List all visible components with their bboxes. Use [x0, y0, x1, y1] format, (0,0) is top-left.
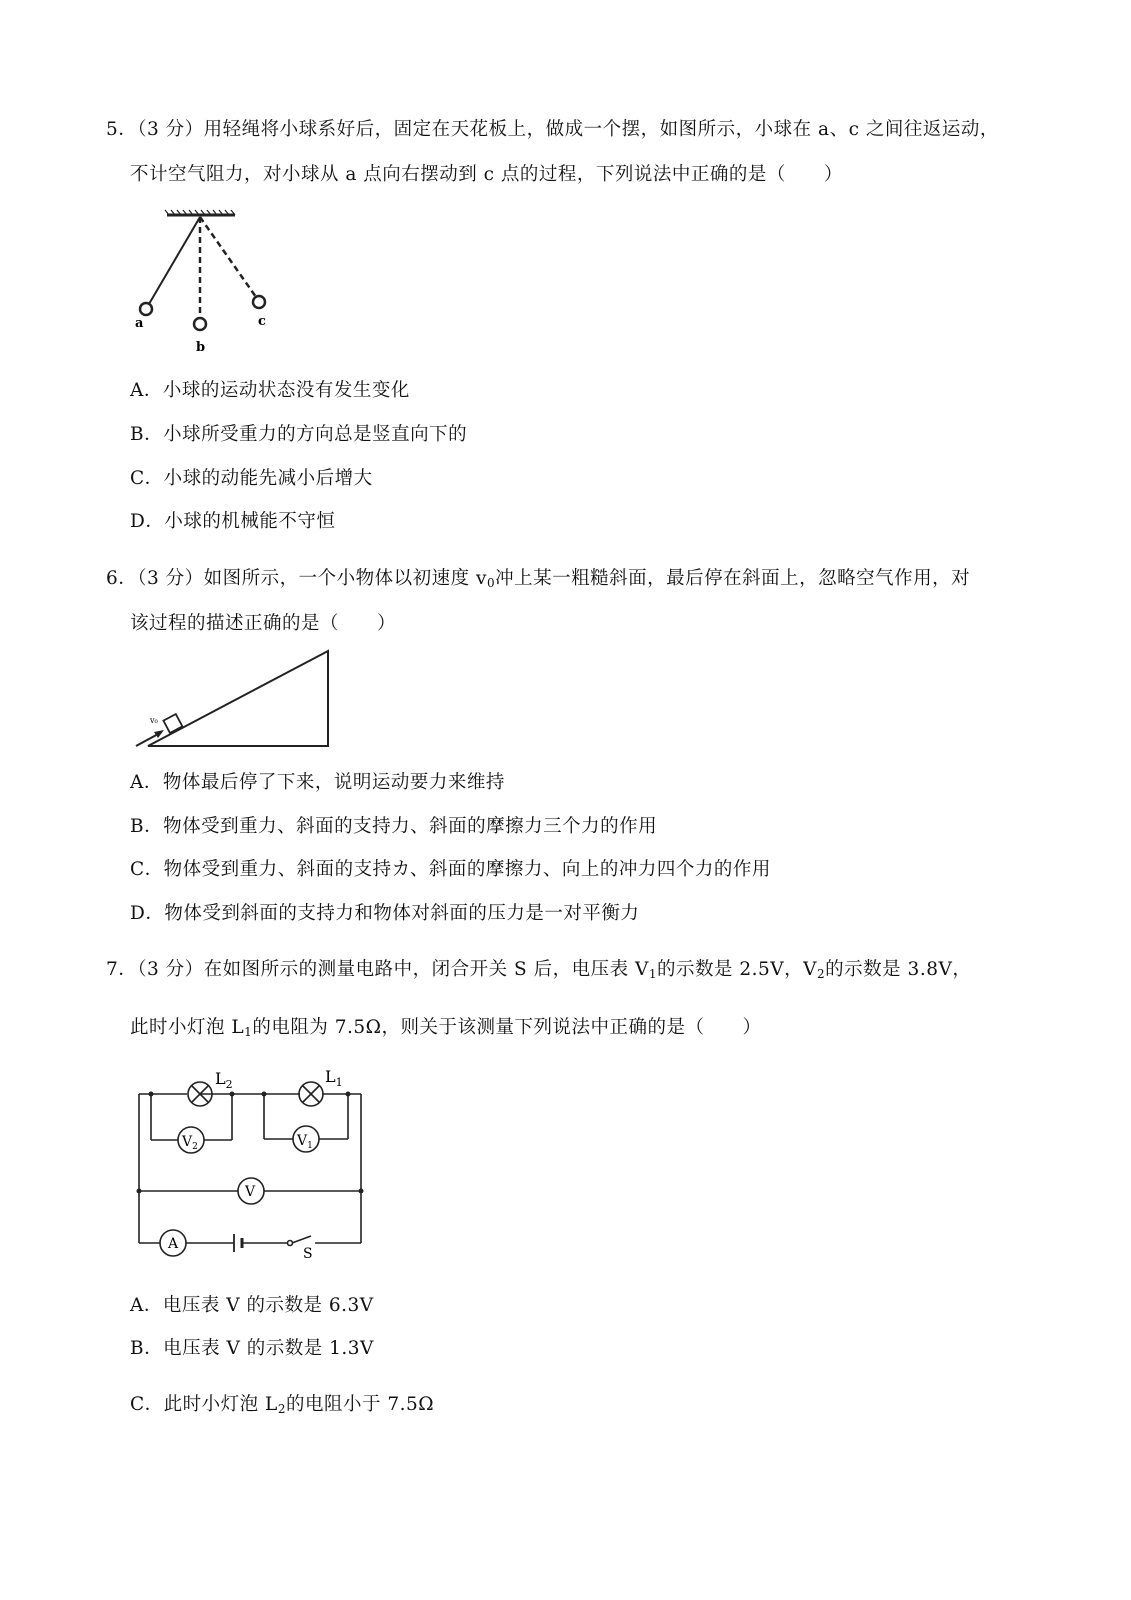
q7-text-d: 此时小灯泡 L: [130, 1017, 245, 1038]
q7-stem-line1: [106, 955, 971, 981]
q7-text-c: 的示数是 3.8V，: [825, 959, 972, 980]
q6-text-b: 冲上某一粗糙斜面，最后停在斜面上，忽略空气作用，对: [495, 568, 971, 589]
q6-option-b: B．物体受到重力、斜面的支持力、斜面的摩擦力三个力的作用: [130, 816, 658, 837]
q5-stem-line1: 5．（3 分）用轻绳将小球系好后，固定在天花板上，做成一个摆，如图所示，小球在 a、c 之间往返运动，: [106, 119, 999, 140]
q7-option-c: [130, 1390, 434, 1416]
q5-option-d: D．小球的机械能不守恒: [130, 511, 336, 532]
pendulum-figure: [125, 205, 285, 355]
ammeter-label: A: [168, 1236, 179, 1252]
q6-sub: 0: [487, 576, 496, 590]
voltmeter-v-label: V: [245, 1184, 256, 1200]
q5-option-c: C．小球的动能先减小后增大: [130, 468, 373, 489]
q7-stem-line2: [130, 1013, 761, 1039]
label-a: a: [135, 316, 144, 331]
q6-option-c: C．物体受到重力、斜面的支持カ、斜面的摩擦力、向上的冲力四个力的作用: [130, 859, 771, 880]
q7-text-b: 的示数是 2.5V，V: [657, 959, 818, 980]
q7-option-c-text-b: 的电阻小于 7.5Ω: [285, 1394, 435, 1415]
q7-text-a: 7．（3 分）在如图所示的测量电路中，闭合开关 S 后，电压表 V: [106, 959, 649, 980]
q5-option-b: B．小球所受重力的方向总是竖直向下的: [130, 424, 468, 445]
q6-option-a: A．物体最后停了下来，说明运动要力来维持: [130, 772, 505, 793]
q7-sub2: 2: [817, 967, 826, 981]
circuit-figure: [125, 1060, 375, 1260]
v0-label: v₀: [150, 716, 158, 725]
q6-option-d: D．物体受到斜面的支持力和物体对斜面的压力是一对平衡力: [130, 903, 640, 924]
q7-sub3: 1: [244, 1025, 253, 1039]
q5-option-a: A．小球的运动状态没有发生变化: [130, 380, 410, 401]
q6-stem-line1: [106, 564, 970, 590]
lamp-l2-label: $L_2$: [215, 1069, 233, 1091]
voltmeter-v2-label: $V_2$: [182, 1134, 198, 1152]
label-c: c: [258, 314, 266, 329]
q7-text-e: 的电阻为 7.5Ω，则关于该测量下列说法中正确的是（ ）: [252, 1017, 762, 1038]
lamp-l1-label: $L_1$: [325, 1067, 343, 1089]
q7-option-b: B．电压表 V 的示数是 1.3V: [130, 1338, 374, 1359]
q7-option-a: A．电压表 V 的示数是 6.3V: [130, 1295, 374, 1316]
switch-label: S: [303, 1246, 313, 1260]
q6-text-a: 6．（3 分）如图所示，一个小物体以初速度 v: [106, 568, 488, 589]
q6-stem-line2: 该过程的描述正确的是（ ）: [130, 613, 397, 634]
q7-option-c-text-a: C．此时小灯泡 L: [130, 1394, 278, 1415]
q7-option-c-sub: 2: [277, 1402, 286, 1416]
q5-stem-line2: 不计空气阻力，对小球从 a 点向右摆动到 c 点的过程，下列说法中正确的是（ ）: [130, 164, 843, 185]
incline-figure: [130, 645, 340, 755]
q7-sub1: 1: [648, 967, 657, 981]
label-b: b: [196, 340, 206, 355]
voltmeter-v1-label: $V_1$: [297, 1133, 313, 1151]
